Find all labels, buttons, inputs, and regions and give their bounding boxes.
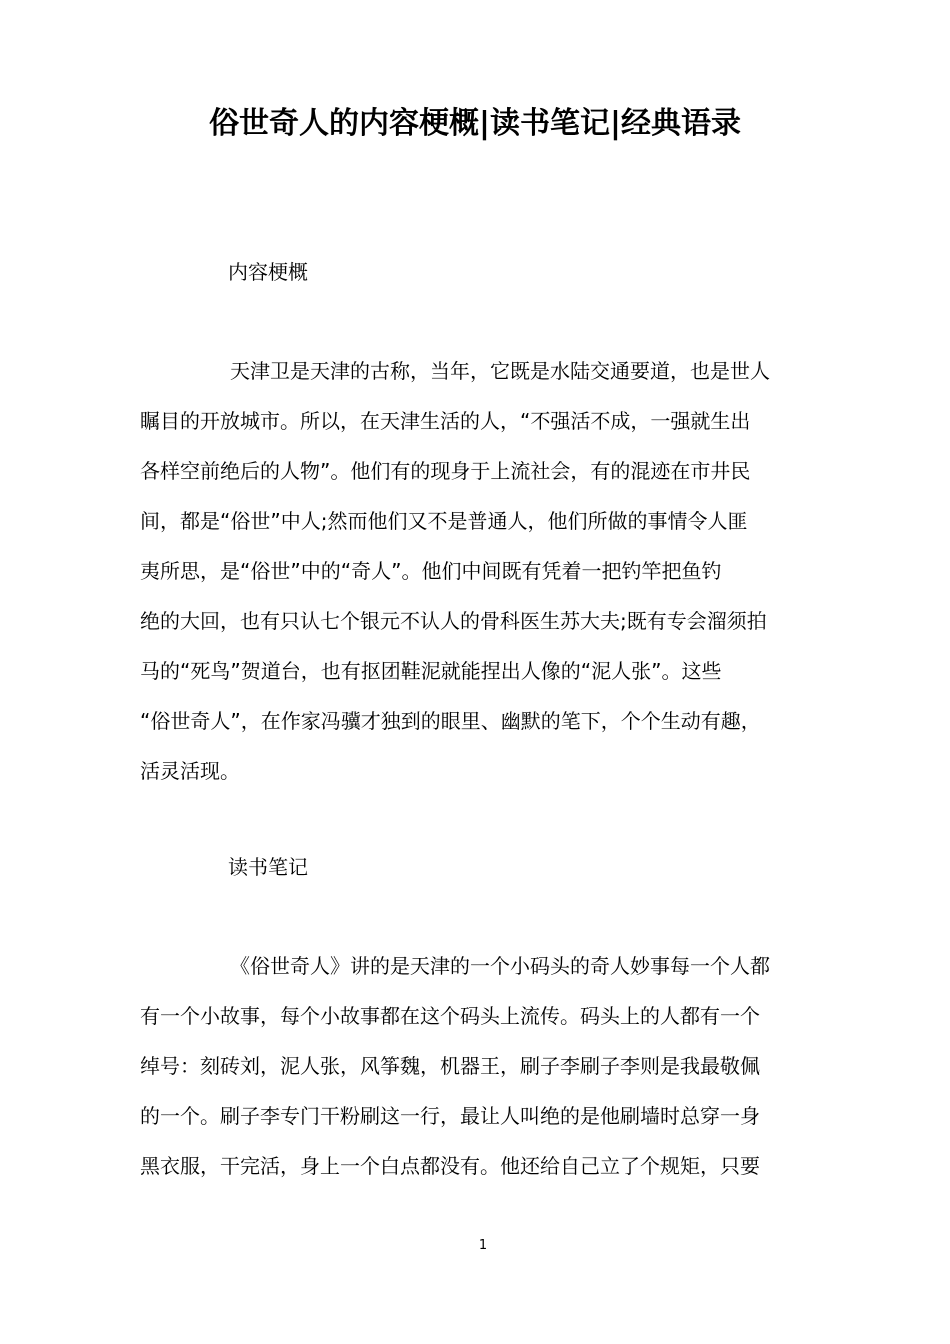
paragraph-line: 夷所思，是“俗世”中的“奇人”。他们中间既有凭着一把钓竿把鱼钓 bbox=[140, 559, 722, 583]
reading-notes-paragraph bbox=[140, 950, 820, 1200]
page-number: 1 bbox=[478, 1238, 488, 1253]
paragraph-line: 绝的大回，也有只认七个银元不认人的骨科医生苏大夫;既有专会溜须拍 bbox=[140, 609, 767, 633]
paragraph-line: 的一个。刷子李专门干粉刷这一行，最让人叫绝的是他刷墙时总穿一身 bbox=[140, 1104, 760, 1128]
paragraph-line: 各样空前绝后的人物”。他们有的现身于上流社会，有的混迹在市井民 bbox=[140, 459, 751, 483]
paragraph-line: 黑衣服，干完活，身上一个白点都没有。他还给自己立了个规矩，只要 bbox=[140, 1154, 760, 1178]
paragraph-line: 瞩目的开放城市。所以，在天津生活的人，“不强活不成，一强就生出 bbox=[140, 409, 751, 433]
document-title: 俗世奇人的内容梗概|读书笔记|经典语录 bbox=[209, 106, 741, 141]
paragraph-line: 《俗世奇人》讲的是天津的一个小码头的奇人妙事每一个人都 bbox=[230, 954, 770, 978]
paragraph-line: 间，都是“俗世”中人;然而他们又不是普通人，他们所做的事情令人匪 bbox=[140, 509, 748, 533]
section-heading-reading-notes: 读书笔记 bbox=[228, 855, 308, 879]
paragraph-line: 活灵活现。 bbox=[140, 759, 240, 783]
paragraph-line: “俗世奇人”，在作家冯骥才独到的眼里、幽默的笔下，个个生动有趣， bbox=[140, 709, 761, 733]
paragraph-line: 有一个小故事，每个小故事都在这个码头上流传。码头上的人都有一个 bbox=[140, 1004, 760, 1028]
paragraph-line: 马的“死鸟”贺道台，也有抠团鞋泥就能捏出人像的“泥人张”。这些 bbox=[140, 659, 722, 683]
paragraph-line: 天津卫是天津的古称，当年，它既是水陆交通要道，也是世人 bbox=[230, 359, 770, 383]
summary-paragraph bbox=[140, 355, 820, 805]
paragraph-line: 绰号：刻砖刘，泥人张，风筝魏，机器王，刷子李刷子李则是我最敬佩 bbox=[140, 1054, 760, 1078]
section-heading-summary: 内容梗概 bbox=[228, 260, 308, 284]
